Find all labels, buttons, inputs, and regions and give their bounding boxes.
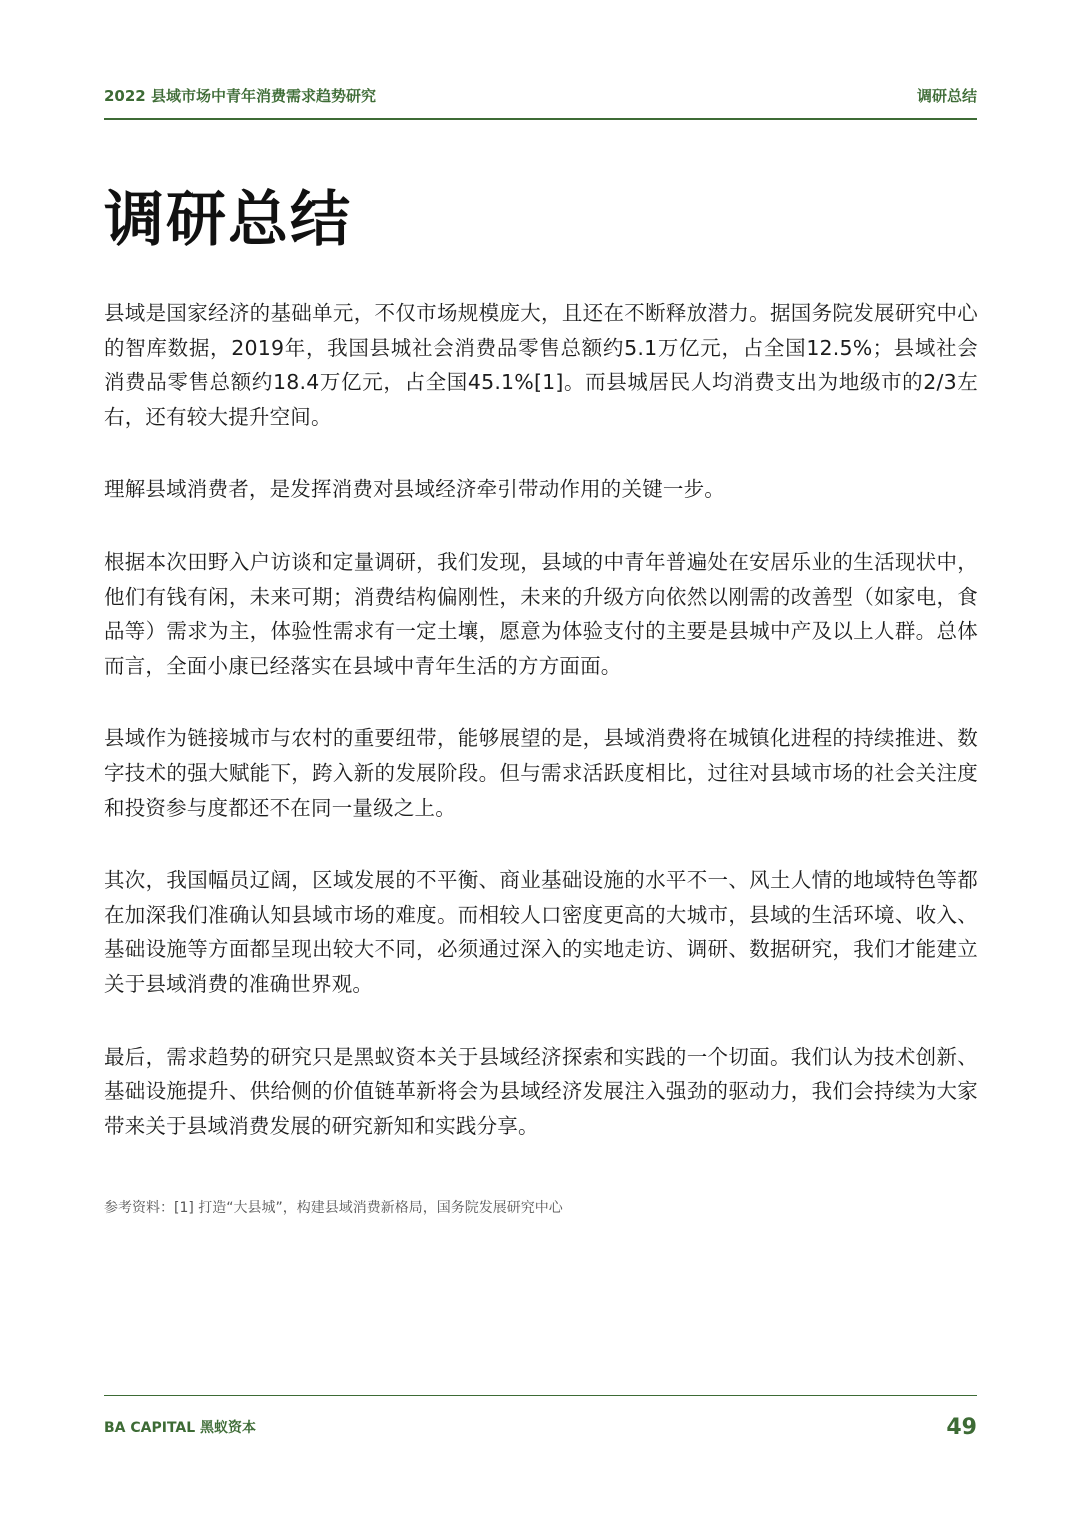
page-header [104,84,977,106]
paragraph-2: 理解县域消费者，是发挥消费对县域经济牵引带动作用的关键一步。 [104,477,725,502]
paragraph-6: 最后，需求趋势的研究只是黑蚁资本关于县域经济探索和实践的一个切面。我们认为技术创新、基础设施提升、供给侧的价值链革新将会为县域经济发展注入强劲的驱动力，我们会持续为大家带来关于县域消费发展的研究新知和实践分享。 [104,1044,978,1138]
paragraph-4: 县域作为链接城市与农村的重要纽带，能够展望的是，县域消费将在城镇化进程的持续推进、数字技术的强大赋能下，跨入新的发展阶段。但与需求活跃度相比，过往对县域市场的社会关注度和投资参与度都还不在同一量级之上。 [104,726,978,820]
page-number: 49 [946,1414,977,1440]
footer-divider [104,1395,977,1396]
paragraph-5: 其次，我国幅员辽阔，区域发展的不平衡、商业基础设施的水平不一、风土人情的地域特色等都在加深我们准确认知县域市场的难度。而相较人口密度更高的大城市，县域的生活环境、收入、基础设施等方面都呈现出较大不同，必须通过深入的实地走访、调研、数据研究，我们才能建立关于县域消费的准确世界观。 [104,868,978,996]
page-title: 调研总结 [104,185,352,255]
brand-name: BA CAPITAL 黑蚁资本 [104,1420,257,1436]
reference-note: 参考资料：[1] 打造“大县城”，构建县域消费新格局，国务院发展研究中心 [104,1200,563,1216]
header-divider [104,118,977,120]
section-label: 调研总结 [916,86,977,105]
report-title: 2022 县域市场中青年消费需求趋势研究 [104,86,376,105]
paragraph-3: 根据本次田野入户访谈和定量调研，我们发现，县域的中青年普遍处在安居乐业的生活现状中，他们有钱有闲，未来可期；消费结构偏刚性，未来的升级方向依然以刚需的改善型（如家电，食品等）需求为主，体验性需求有一定土壤，愿意为体验支付的主要是县城中产及以上人群。总体而言，全面小康已经落实在县域中青年生活的方方面面。 [104,549,978,678]
summary-body [104,296,978,1181]
page-footer [104,1412,977,1442]
paragraph-1: 县域是国家经济的基础单元，不仅市场规模庞大，且还在不断释放潜力。据国务院发展研究中心的智库数据，2019年，我国县城社会消费品零售总额约5.1万亿元，占全国12.5%；县域社会消费品零售总额约18.4万亿元，占全国45.1%[1]。而县城居民人均消费支出为地级市的2/3左右，还有较大提升空间。 [104,301,978,429]
